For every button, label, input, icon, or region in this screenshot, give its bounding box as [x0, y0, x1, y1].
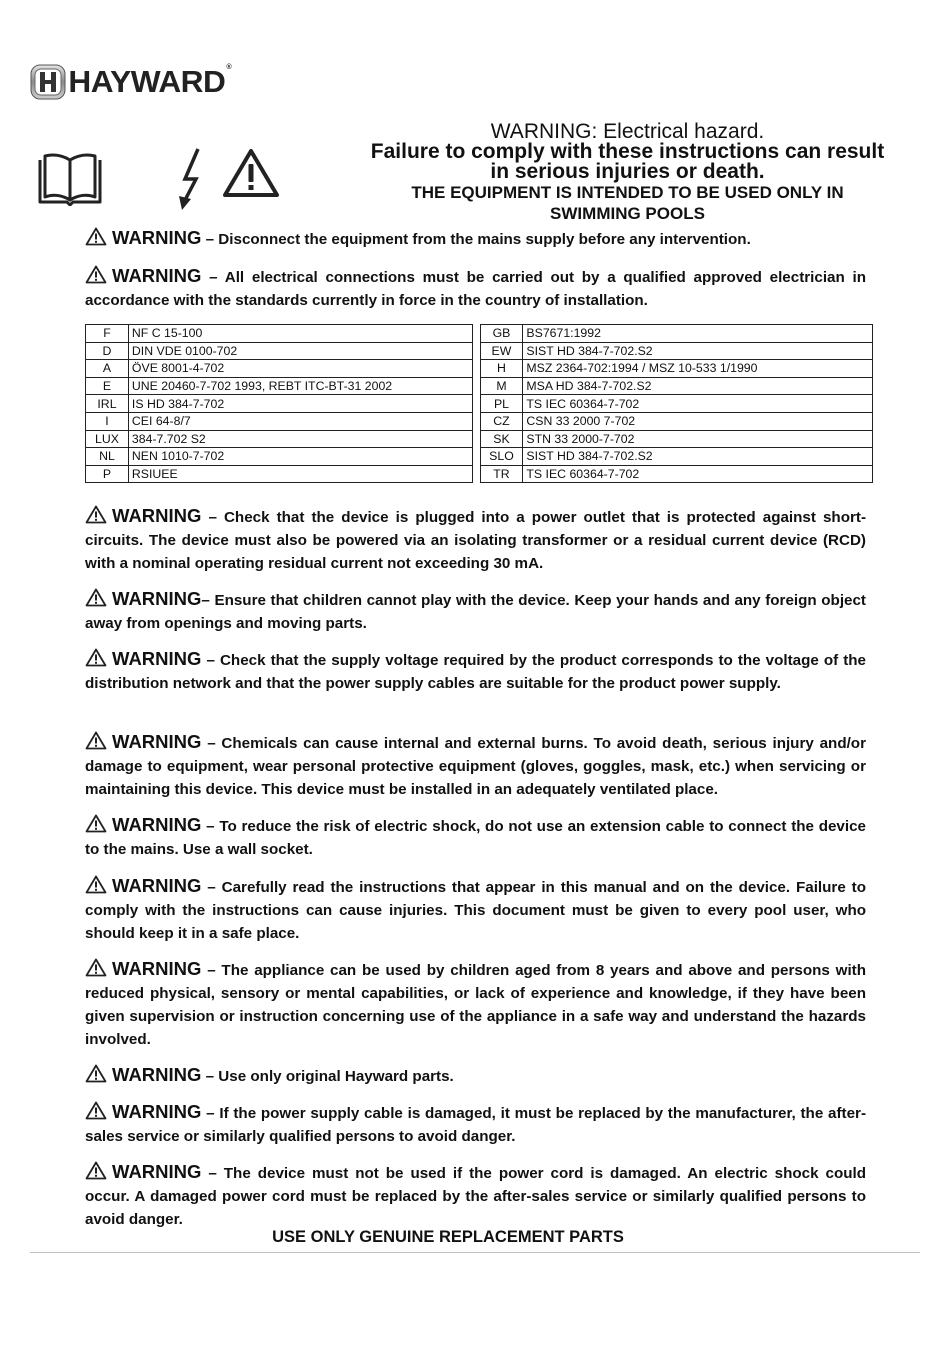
- standard-cell: BS7671:1992: [523, 325, 873, 343]
- country-code-cell: SK: [480, 430, 523, 448]
- standard-cell: SIST HD 384-7-702.S2: [523, 342, 873, 360]
- warning-5: [85, 647, 866, 695]
- footer-divider: [30, 1252, 920, 1253]
- warning-3: [85, 504, 866, 575]
- standard-cell: TS IEC 60364-7-702: [523, 465, 873, 483]
- warning-text: – Ensure that children cannot play with the device. Keep your hands and any foreign object away from openings and moving parts.: [85, 592, 866, 632]
- country-code-cell: IRL: [86, 395, 129, 413]
- warning-label: WARNING: [112, 1161, 202, 1182]
- warning-icon: [85, 1161, 107, 1180]
- warning-10: [85, 1063, 866, 1088]
- warning-12: [85, 1160, 866, 1231]
- standards-row: [86, 395, 873, 413]
- country-code-cell: H: [480, 360, 523, 378]
- warning-label: WARNING: [112, 505, 202, 526]
- standard-cell: SIST HD 384-7-702.S2: [523, 448, 873, 466]
- warning-text: – All electrical connections must be carried out by a qualified approved electrician in accordance with the standards currently in force in the country of installation.: [85, 269, 866, 309]
- country-code-cell: GB: [480, 325, 523, 343]
- standard-cell: NEN 1010-7-702: [128, 448, 472, 466]
- warning-label: WARNING: [112, 1064, 202, 1085]
- warning-triangle-icon: [222, 148, 280, 198]
- country-code-cell: I: [86, 412, 129, 430]
- warning-text: – To reduce the risk of electric shock, do not use an extension cable to connect the device to the mains. Use a wall socket.: [85, 818, 866, 858]
- warning-2: [85, 264, 866, 312]
- warning-label: WARNING: [112, 958, 202, 979]
- standard-cell: NF C 15-100: [128, 325, 472, 343]
- standards-row: [86, 377, 873, 395]
- warning-icon: [85, 505, 107, 524]
- country-code-cell: LUX: [86, 430, 129, 448]
- standard-cell: CEI 64-8/7: [128, 412, 472, 430]
- warning-9: [85, 957, 866, 1051]
- table-gap: [473, 430, 480, 448]
- standard-cell: TS IEC 60364-7-702: [523, 395, 873, 413]
- table-gap: [473, 448, 480, 466]
- warning-label: WARNING: [112, 1101, 202, 1122]
- standards-row: [86, 360, 873, 378]
- header-line-1: WARNING: Electrical hazard.: [490, 120, 765, 143]
- standard-cell: STN 33 2000-7-702: [523, 430, 873, 448]
- warning-icon: [85, 958, 107, 977]
- warning-7: [85, 813, 866, 861]
- table-gap: [473, 412, 480, 430]
- table-gap: [473, 395, 480, 413]
- standard-cell: ÖVE 8001-4-702: [128, 360, 472, 378]
- header-line-5: SWIMMING POOLS: [550, 204, 705, 223]
- standards-table: [85, 324, 873, 483]
- country-code-cell: CZ: [480, 412, 523, 430]
- warning-icon: [85, 875, 107, 894]
- warning-6: [85, 730, 866, 801]
- warning-icon: [85, 227, 107, 246]
- standard-cell: MSZ 2364-702:1994 / MSZ 10-533 1/1990: [523, 360, 873, 378]
- electrical-hazard-header: [330, 121, 925, 224]
- standards-row: [86, 325, 873, 343]
- country-code-cell: F: [86, 325, 129, 343]
- warning-text: – Check that the device is plugged into a power outlet that is protected against short-circuits. The device must also be powered via an isolating transformer or a residual current device (RCD) with a nominal operating residual current not exceeding 30 mA.: [85, 509, 866, 572]
- warning-icon: [85, 731, 107, 750]
- warning-label: WARNING: [112, 265, 202, 286]
- logo-registered-mark: ®: [226, 64, 232, 71]
- table-gap: [473, 360, 480, 378]
- warning-icon: [85, 1064, 107, 1083]
- warning-text: – The device must not be used if the power cord is damaged. An electric shock could occur. A damaged power cord must be replaced by the after-sales service or similarly qualified persons to avoid danger.: [85, 1165, 866, 1228]
- header-line-2: Failure to comply with these instructions can result: [370, 140, 885, 163]
- warning-1: [85, 226, 866, 251]
- standards-row: [86, 448, 873, 466]
- standards-row: [86, 465, 873, 483]
- standard-cell: MSA HD 384-7-702.S2: [523, 377, 873, 395]
- country-code-cell: E: [86, 377, 129, 395]
- warning-icon: [85, 1101, 107, 1120]
- warning-text: – Chemicals can cause internal and external burns. To avoid death, serious injury and/or damage to equipment, wear personal protective equipment (gloves, goggles, mask, etc.) when servicing or maintaining this device. This device must be installed in an adequately ventilated place.: [85, 735, 866, 798]
- logo-wordmark: HAYWARD: [68, 64, 226, 99]
- warning-icon: [85, 648, 107, 667]
- warning-label: WARNING: [112, 814, 202, 835]
- warning-text: – The appliance can be used by children aged from 8 years and above and persons with reduced physical, sensory or mental capabilities, or lack of experience and knowledge, if they have been given supervision or instruction concerning use of the appliance in a safe way and understand the hazards involved.: [85, 962, 866, 1048]
- table-gap: [473, 325, 480, 343]
- table-gap: [473, 377, 480, 395]
- standard-cell: RSIUEE: [128, 465, 472, 483]
- warning-label: WARNING: [112, 588, 202, 609]
- country-code-cell: PL: [480, 395, 523, 413]
- book-icon: [37, 152, 103, 206]
- warning-text: – If the power supply cable is damaged, it must be replaced by the manufacturer, the after-sales service or similarly qualified persons to avoid danger.: [85, 1105, 866, 1145]
- warning-label: WARNING: [112, 731, 202, 752]
- warning-label: WARNING: [112, 227, 202, 248]
- country-code-cell: SLO: [480, 448, 523, 466]
- standard-cell: 384-7.702 S2: [128, 430, 472, 448]
- warning-icon: [85, 814, 107, 833]
- standards-row: [86, 342, 873, 360]
- standards-row: [86, 430, 873, 448]
- hayward-logo: [30, 64, 230, 100]
- standard-cell: DIN VDE 0100-702: [128, 342, 472, 360]
- genuine-parts-footer: USE ONLY GENUINE REPLACEMENT PARTS: [272, 1228, 624, 1246]
- warning-text: – Use only original Hayward parts.: [201, 1068, 454, 1085]
- warning-text: – Check that the supply voltage required by the product corresponds to the voltage of the distribution network and that the power supply cables are suitable for the product power supply.: [85, 652, 866, 692]
- warning-text: – Carefully read the instructions that appear in this manual and on the device. Failure to comply with the instructions can cause injuries. This document must be given to every pool user, who should keep it in a safe place.: [85, 879, 866, 942]
- table-gap: [473, 342, 480, 360]
- country-code-cell: M: [480, 377, 523, 395]
- country-code-cell: EW: [480, 342, 523, 360]
- warning-icon: [85, 265, 107, 284]
- country-code-cell: TR: [480, 465, 523, 483]
- country-code-cell: P: [86, 465, 129, 483]
- warning-icon: [85, 588, 107, 607]
- standard-cell: IS HD 384-7-702: [128, 395, 472, 413]
- warning-text: – Disconnect the equipment from the mains supply before any intervention.: [201, 231, 751, 248]
- warning-label: WARNING: [112, 875, 202, 896]
- standard-cell: CSN 33 2000 7-702: [523, 412, 873, 430]
- table-gap: [473, 465, 480, 483]
- warning-11: [85, 1100, 866, 1148]
- warning-8: [85, 874, 866, 945]
- standard-cell: UNE 20460-7-702 1993, REBT ITC-BT-31 2002: [128, 377, 472, 395]
- header-line-4: THE EQUIPMENT IS INTENDED TO BE USED ONLY IN: [411, 183, 844, 202]
- standards-row: [86, 412, 873, 430]
- header-line-3: in serious injuries or death.: [490, 160, 765, 183]
- warning-4: [85, 587, 866, 635]
- country-code-cell: A: [86, 360, 129, 378]
- country-code-cell: NL: [86, 448, 129, 466]
- country-code-cell: D: [86, 342, 129, 360]
- hayward-badge-icon: [30, 64, 66, 100]
- lightning-bolt-icon: [176, 146, 216, 212]
- warning-label: WARNING: [112, 648, 202, 669]
